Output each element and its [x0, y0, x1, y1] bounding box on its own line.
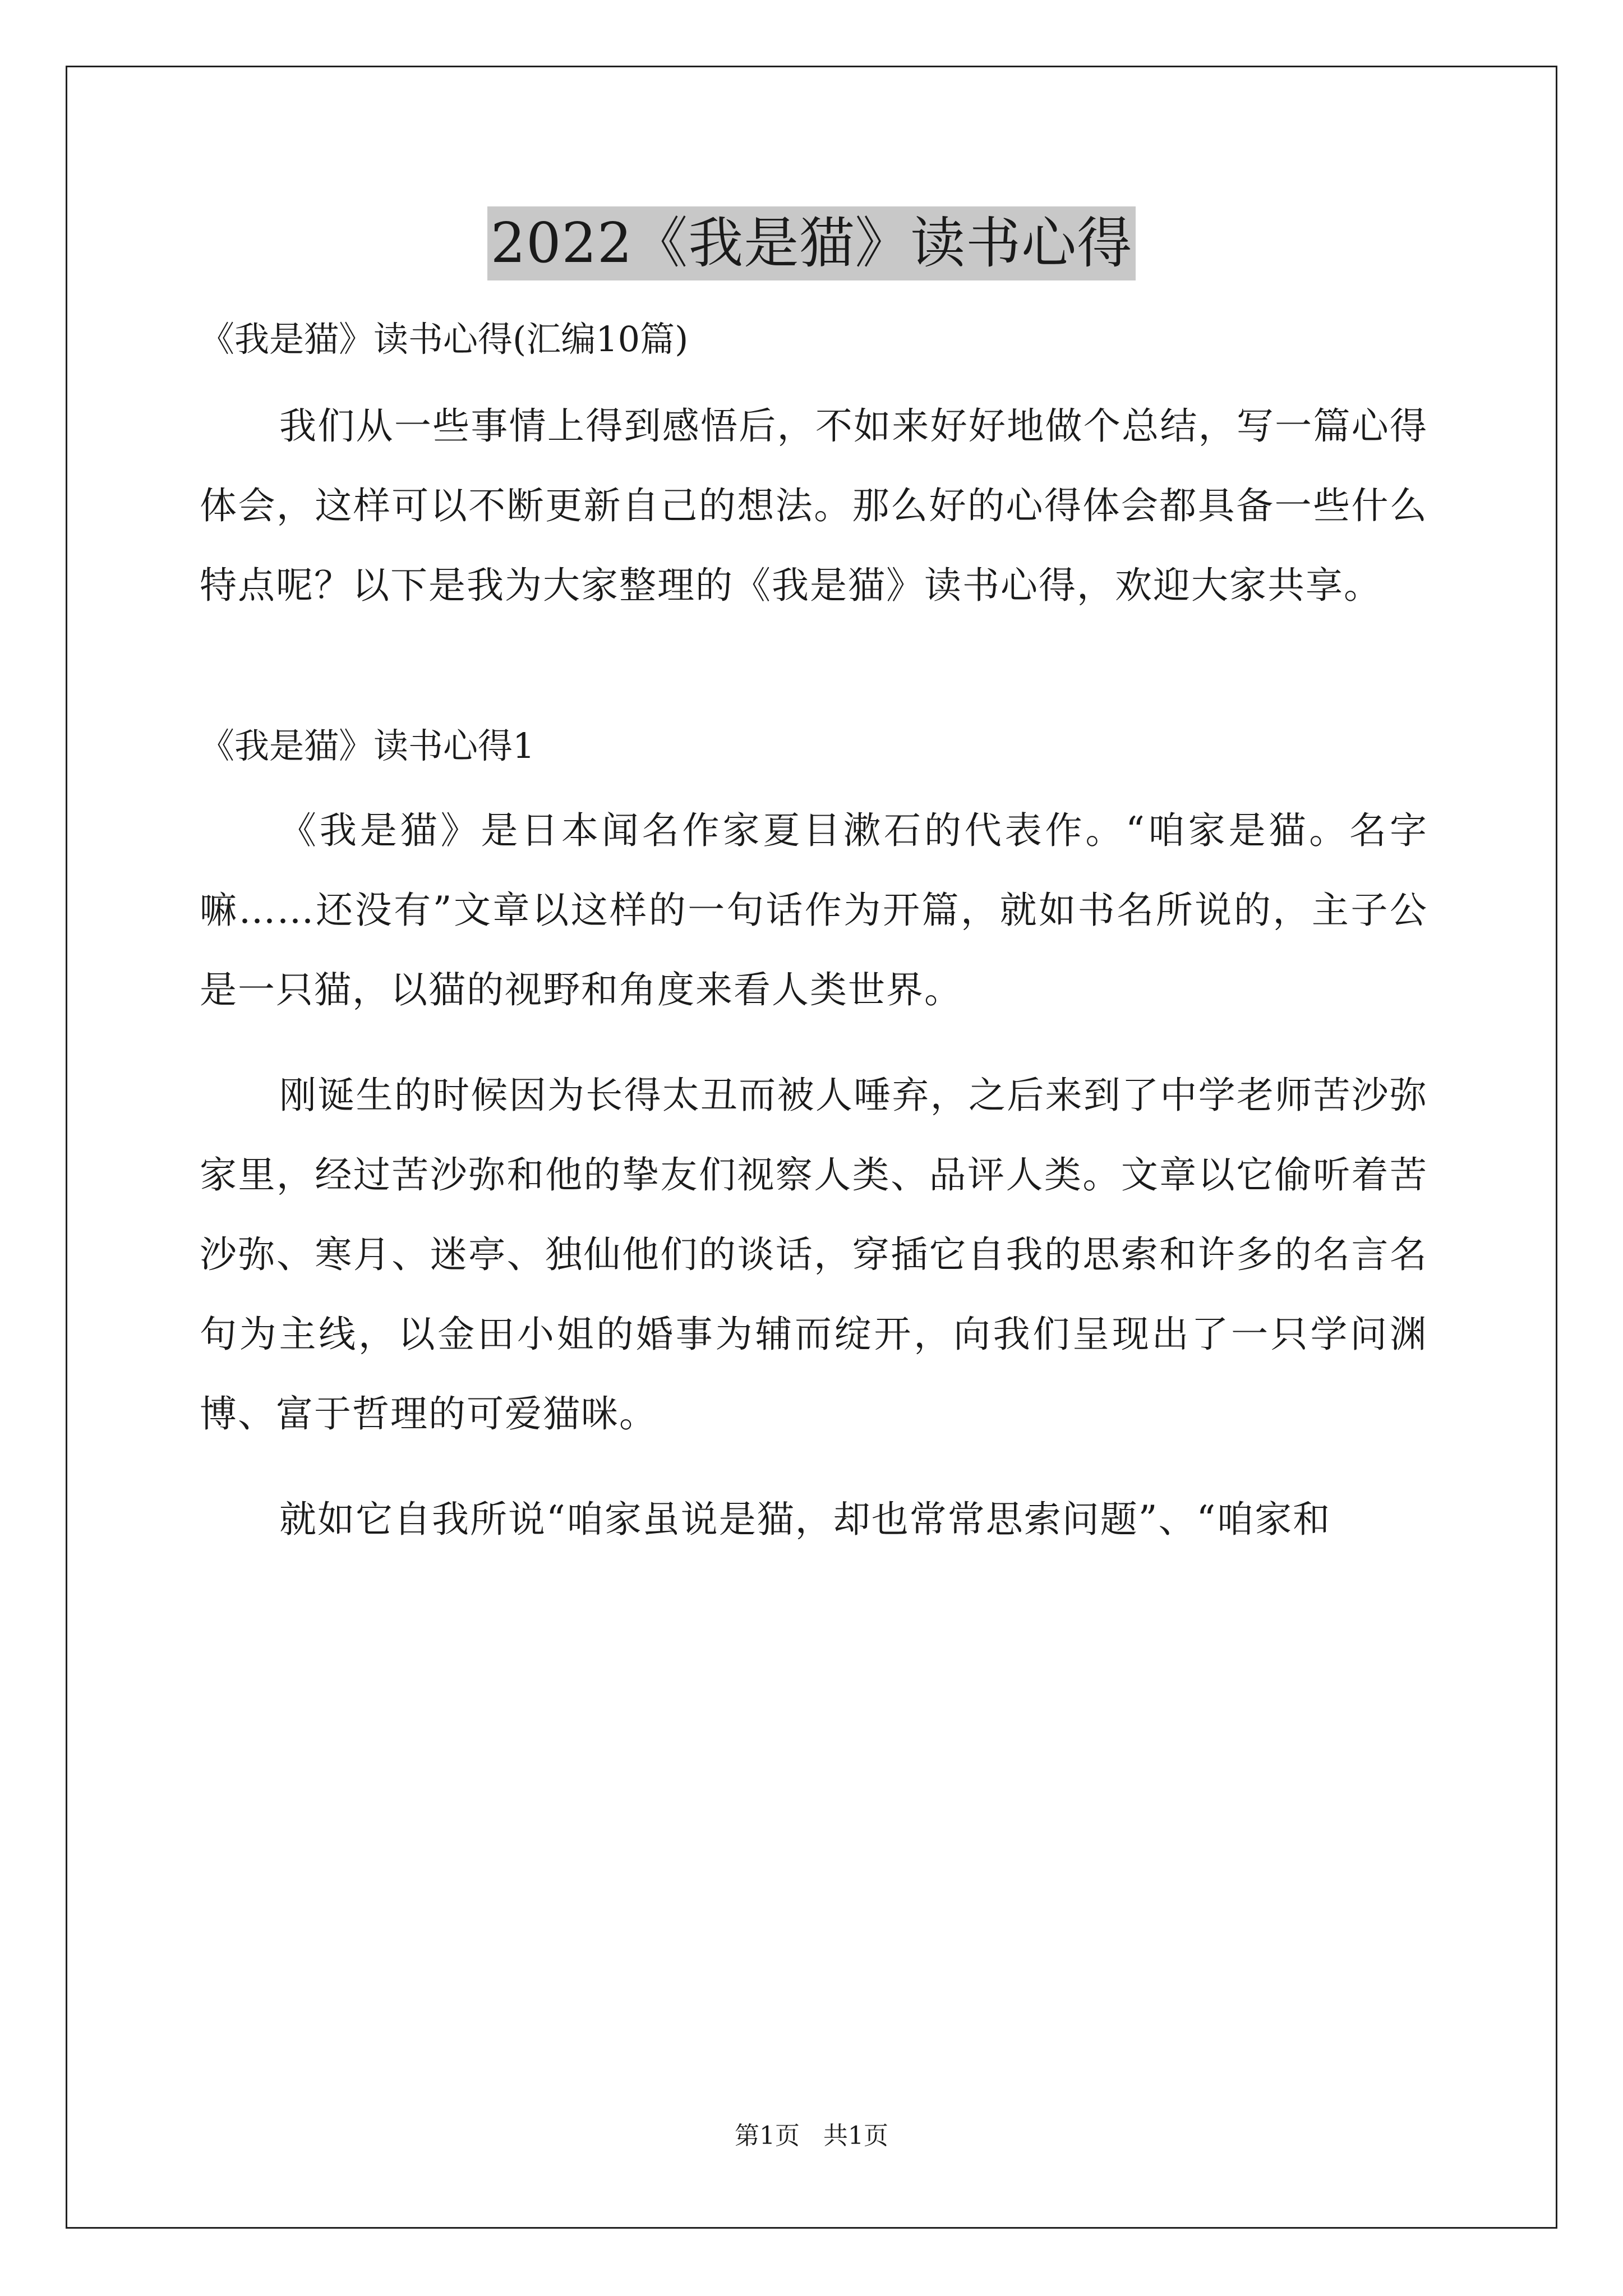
body-paragraph-1: 《我是猫》是日本闻名作家夏目漱石的代表作。“咱家是猫。名字嘛……还没有”文章以这样的一句话作为开篇，就如书名所说的，主子公是一只猫，以猫的视野和角度来看人类世界。 — [200, 809, 1428, 1011]
page-footer: 第1页 共1页 — [735, 2122, 888, 2150]
intro-paragraph: 我们从一些事情上得到感悟后，不如来好好地做个总结，写一篇心得体会，这样可以不断更新自己的想法。那么好的心得体会都具备一些什么特点呢？以下是我为大家整理的《我是猫》读书心得，欢迎大家共享。 — [200, 404, 1428, 607]
section-heading: 《我是猫》读书心得1 — [200, 725, 535, 766]
title-container — [0, 206, 1623, 280]
body-paragraph-3: 就如它自我所说“咱家虽说是猫，却也常常思索问题”、“咱家和 — [279, 1498, 1331, 1541]
document-title: 2022《我是猫》读书心得 — [487, 206, 1136, 280]
document-subtitle: 《我是猫》读书心得(汇编10篇) — [200, 319, 689, 360]
body-paragraph-2: 刚诞生的时候因为长得太丑而被人唾弃，之后来到了中学老师苦沙弥家里，经过苦沙弥和他的挚友们视察人类、品评人类。文章以它偷听着苦沙弥、寒月、迷亭、独仙他们的谈话，穿插它自我的思索和许多的名言名句为主线，以金田小姐的婚事为辅而绽开，向我们呈现出了一只学问渊博、富于哲理的可爱猫咪。 — [200, 1074, 1428, 1435]
document-body — [200, 306, 1428, 1585]
